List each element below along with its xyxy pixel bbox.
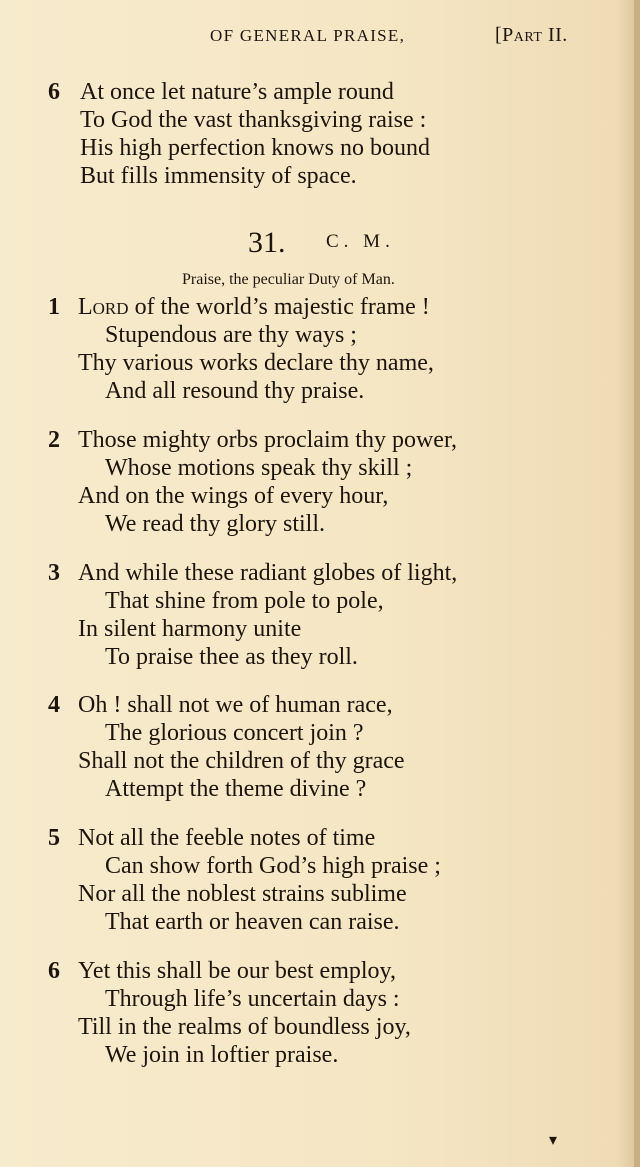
- hymn-meter: C. M.: [326, 231, 395, 252]
- verse-line: Yet this shall be our best employ,: [78, 958, 396, 984]
- verse-line: To praise thee as they roll.: [105, 644, 358, 670]
- hymn-number: 31.: [248, 226, 286, 259]
- running-head: [210, 24, 568, 46]
- verse-line: Can show forth God’s high praise ;: [105, 853, 441, 879]
- verse-line: Thy various works declare thy name,: [78, 350, 434, 376]
- verse-line: We read thy glory still.: [105, 511, 326, 537]
- running-head-title: OF GENERAL PRAISE,: [210, 26, 406, 45]
- stanza-number: 3: [48, 560, 60, 586]
- verse-line: Whose motions speak thy skill ;: [105, 455, 413, 481]
- stanza-number: 6: [48, 79, 60, 105]
- verse-line: His high perfection knows no bound: [80, 135, 430, 161]
- stanza-number: 6: [48, 958, 60, 984]
- verse-line: The glorious concert join ?: [105, 720, 364, 746]
- verse-line: That earth or heaven can raise.: [105, 909, 400, 935]
- verse-line: But fills immensity of space.: [80, 163, 357, 189]
- verse-line: To God the vast thanksgiving raise :: [80, 107, 427, 133]
- verse-line: And while these radiant globes of light,: [78, 560, 458, 586]
- stanza-number: 2: [48, 427, 60, 453]
- verse-line: Shall not the children of thy grace: [78, 748, 405, 774]
- verse-line: And on the wings of every hour,: [78, 483, 389, 509]
- verse-line: Till in the realms of boundless joy,: [78, 1014, 411, 1040]
- verse-line: And all resound thy praise.: [105, 378, 365, 404]
- verse-line: Through life’s uncertain days :: [105, 986, 400, 1012]
- first-word: Lord: [78, 294, 129, 320]
- verse-line: In silent harmony unite: [78, 616, 302, 642]
- verse-line: Those mighty orbs proclaim thy power,: [78, 427, 457, 453]
- verse-line: We join in loftier praise.: [105, 1042, 339, 1068]
- verse-line: Attempt the theme divine ?: [105, 776, 367, 802]
- verse-line: Not all the feeble notes of time: [78, 825, 376, 851]
- stanza-number: 1: [48, 294, 60, 320]
- stanza-number: 5: [48, 825, 60, 851]
- verse-line: That shine from pole to pole,: [105, 588, 384, 614]
- verse-line: At once let nature’s ample round: [80, 79, 394, 105]
- page-edge: [634, 0, 640, 1167]
- verse-line: Stupendous are thy ways ;: [105, 322, 357, 348]
- stanza-number: 4: [48, 692, 60, 718]
- verse-line-text: of the world’s majestic frame !: [134, 294, 430, 320]
- hymn-subtitle: Praise, the peculiar Duty of Man.: [182, 271, 395, 288]
- running-head-part: [Part II.: [495, 24, 568, 46]
- verse-line: Nor all the noblest strains sublime: [78, 881, 407, 907]
- verse-line: [78, 293, 430, 321]
- signature-mark: ▾: [549, 1132, 558, 1149]
- verse-line: Oh ! shall not we of human race,: [78, 692, 393, 718]
